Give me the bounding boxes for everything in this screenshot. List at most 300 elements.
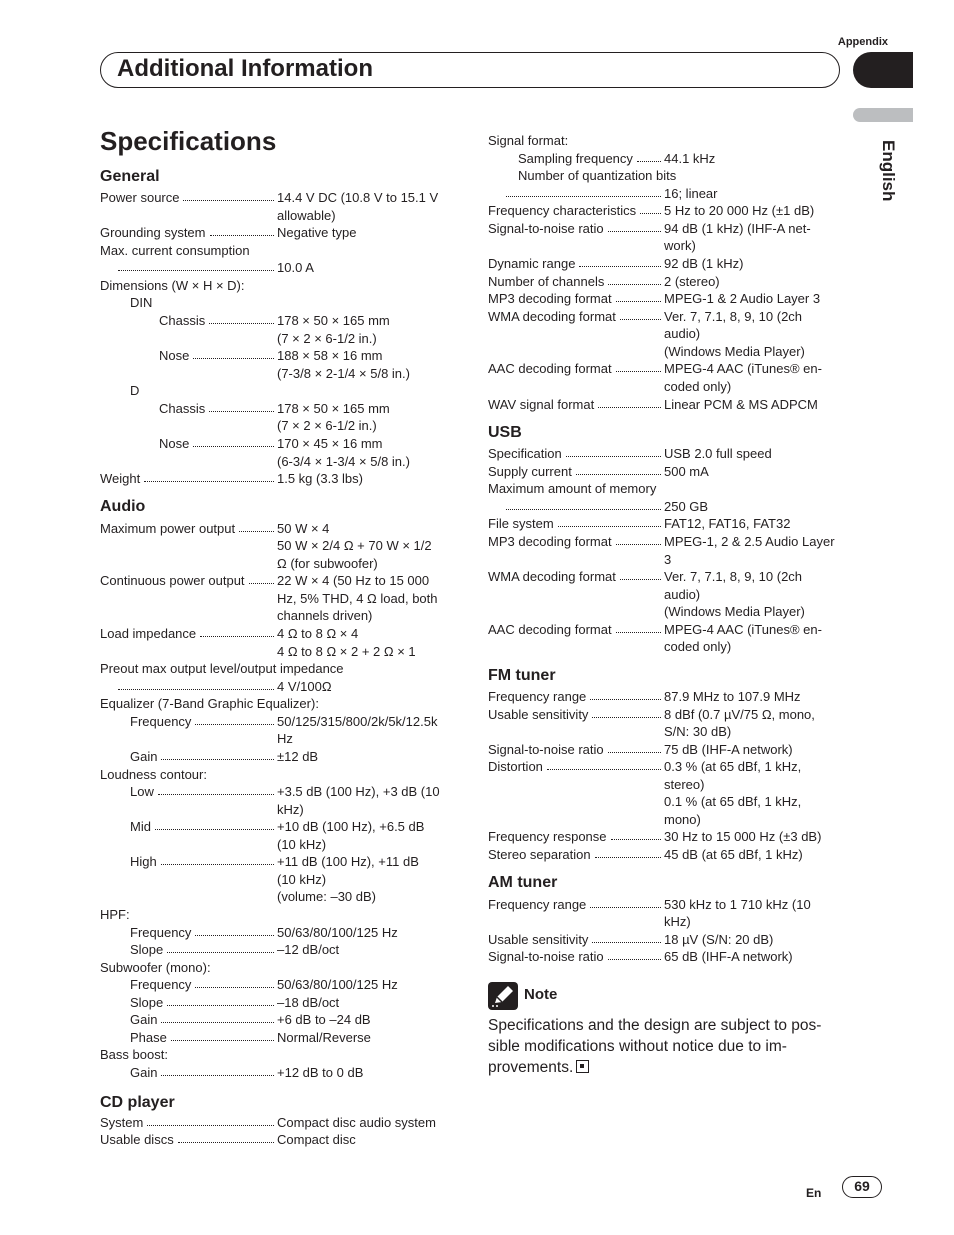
spec-value: 94 dB (1 kHz) (IHF-A net- (664, 221, 811, 236)
leader-dots (193, 446, 274, 447)
spec-row (100, 242, 457, 260)
heading-general: General (100, 168, 160, 185)
spec-label: Signal-to-noise ratio (488, 221, 604, 236)
spec-value: Compact disc audio system (277, 1115, 436, 1130)
spec-value: +3.5 dB (100 Hz), +3 dB (10 (277, 784, 440, 799)
spec-label: Loudness contour: (100, 767, 207, 782)
spec-row (100, 888, 457, 906)
leader-dots (193, 358, 274, 359)
language-tab (846, 140, 906, 200)
spec-row (100, 976, 457, 994)
spec-value: Ω (for subwoofer) (277, 556, 378, 571)
spec-value: kHz) (664, 914, 691, 929)
leader-dots (506, 196, 661, 197)
spec-row (488, 202, 844, 220)
note-pencil-icon (488, 982, 518, 1010)
spec-value: (10 kHz) (277, 837, 327, 852)
spec-value: 65 dB (IHF-A network) (664, 949, 793, 964)
spec-label: Slope (130, 942, 164, 957)
spec-row (100, 924, 457, 942)
spec-value: Compact disc (277, 1132, 356, 1147)
leader-dots (118, 270, 274, 271)
spec-value: 0.1 % (at 65 dBf, 1 kHz, (664, 794, 802, 809)
spec-label: Gain (130, 1065, 158, 1080)
spec-row (100, 590, 457, 608)
leader-dots (209, 411, 274, 412)
leader-dots (608, 959, 661, 960)
spec-label: Maximum amount of memory (488, 481, 657, 496)
spec-row (488, 913, 844, 931)
leader-dots (590, 907, 661, 908)
spec-row (100, 607, 457, 625)
leader-dots (158, 794, 274, 795)
spec-row (100, 906, 457, 924)
leader-dots (579, 266, 661, 267)
spec-label: Sampling frequency (518, 151, 633, 166)
spec-value: MPEG-4 AAC (iTunes® en- (664, 361, 822, 376)
spec-value: 0.3 % (at 65 dBf, 1 kHz, (664, 759, 802, 774)
spec-label: Subwoofer (mono): (100, 960, 211, 975)
spec-row (100, 625, 457, 643)
leader-dots (608, 752, 661, 753)
spec-row (100, 347, 457, 365)
spec-label: Number of channels (488, 274, 605, 289)
spec-label: Gain (130, 1012, 158, 1027)
spec-row (100, 555, 457, 573)
leader-dots (210, 235, 275, 236)
spec-value: (volume: –30 dB) (277, 889, 376, 904)
spec-row (100, 1131, 457, 1149)
spec-label: Specification (488, 446, 562, 461)
spec-value: Ver. 7, 7.1, 8, 9, 10 (2ch (664, 309, 803, 324)
language-tab-marker (853, 108, 913, 122)
spec-value: audio) (664, 326, 701, 341)
leader-dots (640, 213, 661, 214)
spec-value: 1.5 kg (3.3 lbs) (277, 471, 363, 486)
spec-value: 10.0 A (277, 260, 314, 275)
page-number: 69 (842, 1176, 882, 1198)
spec-value: Linear PCM & MS ADPCM (664, 397, 818, 412)
spec-row (100, 730, 457, 748)
heading-am-tuner: AM tuner (488, 874, 558, 891)
section-banner (100, 52, 840, 88)
leader-dots (167, 1005, 274, 1006)
spec-value: 50 W × 4 (277, 521, 330, 536)
heading-usb: USB (488, 424, 522, 441)
spec-label: Nose (159, 436, 190, 451)
leader-dots (608, 231, 661, 232)
spec-row (100, 224, 457, 242)
leader-dots (637, 161, 661, 162)
spec-row (100, 643, 457, 661)
spec-value: +6 dB to –24 dB (277, 1012, 371, 1027)
spec-value: –12 dB/oct (277, 942, 340, 957)
leader-dots (144, 481, 274, 482)
leader-dots (161, 1075, 274, 1076)
spec-row (488, 551, 844, 569)
spec-value: (6-3/4 × 1-3/4 × 5/8 in.) (277, 454, 410, 469)
leader-dots (118, 689, 274, 690)
spec-row (488, 360, 844, 378)
spec-row (488, 723, 844, 741)
leader-dots (178, 1142, 274, 1143)
spec-value: 3 (664, 552, 672, 567)
leader-dots (161, 864, 274, 865)
spec-row (100, 1114, 457, 1132)
spec-label: Continuous power output (100, 573, 245, 588)
spec-row (100, 994, 457, 1012)
note-body: Specifications and the design are subject to pos- sible modifications without notice due to im- provements. (488, 1017, 822, 1076)
spec-value: (7 × 2 × 6-1/2 in.) (277, 331, 377, 346)
spec-label: Supply current (488, 464, 572, 479)
spec-value: Normal/Reverse (277, 1030, 371, 1045)
spec-row (100, 959, 457, 977)
spec-row (488, 811, 844, 829)
spec-row (488, 325, 844, 343)
spec-value: –18 dB/oct (277, 995, 340, 1010)
spec-label: Signal format: (488, 133, 569, 148)
spec-row (488, 776, 844, 794)
leader-dots (608, 284, 661, 285)
spec-value: 178 × 50 × 165 mm (277, 401, 390, 416)
spec-row (100, 695, 457, 713)
spec-row (488, 308, 844, 326)
spec-value: 188 × 58 × 16 mm (277, 348, 383, 363)
spec-row (488, 167, 844, 185)
spec-label: Usable sensitivity (488, 932, 589, 947)
spec-value: work) (664, 238, 696, 253)
spec-label: Chassis (159, 401, 206, 416)
spec-value: 50/63/80/100/125 Hz (277, 977, 398, 992)
spec-label: Usable discs (100, 1132, 174, 1147)
spec-row (488, 498, 844, 516)
spec-row (100, 1046, 457, 1064)
spec-row (488, 290, 844, 308)
spec-row (488, 237, 844, 255)
spec-value: 4 V/100Ω (277, 679, 332, 694)
spec-label: Stereo separation (488, 847, 591, 862)
leader-dots (620, 319, 661, 320)
spec-row (488, 621, 844, 639)
spec-row (488, 586, 844, 604)
spec-row (488, 828, 844, 846)
spec-row (100, 453, 457, 471)
spec-value: 18 µV (S/N: 20 dB) (664, 932, 774, 947)
spec-label: Frequency characteristics (488, 203, 637, 218)
spec-value: 250 GB (664, 499, 709, 514)
leader-dots (249, 583, 274, 584)
spec-row (100, 365, 457, 383)
leader-dots (200, 636, 274, 637)
spec-label: Power source (100, 190, 180, 205)
spec-row (488, 846, 844, 864)
leader-dots (171, 1040, 274, 1041)
spec-label: MP3 decoding format (488, 534, 612, 549)
leader-dots (598, 407, 661, 408)
spec-row (100, 941, 457, 959)
note-label: Note (524, 986, 558, 1003)
spec-label: File system (488, 516, 554, 531)
page-title: Specifications (100, 126, 277, 156)
spec-value: mono) (664, 812, 701, 827)
leader-dots (616, 632, 661, 633)
leader-dots (576, 474, 661, 475)
leader-dots (592, 717, 661, 718)
spec-value: (Windows Media Player) (664, 344, 805, 359)
spec-label: Number of quantization bits (518, 168, 677, 183)
spec-label: Mid (130, 819, 151, 834)
spec-label: High (130, 854, 157, 869)
spec-row (100, 853, 457, 871)
spec-row (100, 1011, 457, 1029)
spec-row (488, 220, 844, 238)
spec-row (488, 533, 844, 551)
footer-language: En (806, 1186, 822, 1200)
spec-value: 530 kHz to 1 710 kHz (10 (664, 897, 811, 912)
spec-value: +11 dB (100 Hz), +11 dB (277, 854, 419, 869)
spec-value: 4 Ω to 8 Ω × 4 (277, 626, 359, 641)
spec-value: allowable) (277, 208, 336, 223)
spec-value: Hz, 5% THD, 4 Ω load, both (277, 591, 438, 606)
spec-row (488, 688, 844, 706)
spec-value: 16; linear (664, 186, 718, 201)
spec-label: WAV signal format (488, 397, 595, 412)
leader-dots (147, 1125, 274, 1126)
spec-value: audio) (664, 587, 701, 602)
spec-row (100, 748, 457, 766)
spec-label: Signal-to-noise ratio (488, 742, 604, 757)
spec-row (488, 343, 844, 361)
spec-label: Frequency range (488, 689, 587, 704)
spec-row (100, 537, 457, 555)
leader-dots (616, 301, 661, 302)
spec-label: Dimensions (W × H × D): (100, 278, 245, 293)
spec-row (100, 330, 457, 348)
spec-value: coded only) (664, 379, 732, 394)
spec-value: +10 dB (100 Hz), +6.5 dB (277, 819, 425, 834)
spec-value: kHz) (277, 802, 304, 817)
spec-value: MPEG-4 AAC (iTunes® en- (664, 622, 822, 637)
spec-label: AAC decoding format (488, 622, 612, 637)
spec-label: Equalizer (7-Band Graphic Equalizer): (100, 696, 319, 711)
spec-row (100, 1064, 457, 1082)
spec-value: Ver. 7, 7.1, 8, 9, 10 (2ch (664, 569, 803, 584)
spec-value: 170 × 45 × 16 mm (277, 436, 383, 451)
spec-label: WMA decoding format (488, 309, 616, 324)
spec-value: (Windows Media Player) (664, 604, 805, 619)
spec-row (488, 132, 844, 150)
spec-row (100, 660, 457, 678)
spec-row (488, 515, 844, 533)
spec-row (488, 255, 844, 273)
spec-row (100, 801, 457, 819)
spec-label: Grounding system (100, 225, 206, 240)
spec-row (100, 678, 457, 696)
spec-row (100, 207, 457, 225)
spec-row (488, 638, 844, 656)
spec-label: Distortion (488, 759, 543, 774)
section-title: Additional Information (117, 55, 373, 82)
spec-value: (10 kHz) (277, 872, 327, 887)
spec-row (488, 378, 844, 396)
spec-value: 50/63/80/100/125 Hz (277, 925, 398, 940)
spec-label: Load impedance (100, 626, 197, 641)
spec-value: +12 dB to 0 dB (277, 1065, 364, 1080)
spec-label: Signal-to-noise ratio (488, 949, 604, 964)
spec-label: Max. current consumption (100, 243, 250, 258)
spec-label: Preout max output level/output impedance (100, 661, 344, 676)
leader-dots (167, 952, 274, 953)
spec-row (100, 417, 457, 435)
spec-label: Low (130, 784, 154, 799)
heading-cd-player: CD player (100, 1094, 175, 1111)
leader-dots (239, 531, 274, 532)
spec-row (488, 445, 844, 463)
spec-row (100, 312, 457, 330)
spec-row (488, 396, 844, 414)
spec-value: FAT12, FAT16, FAT32 (664, 516, 791, 531)
heading-fm-tuner: FM tuner (488, 667, 556, 684)
spec-label: Phase (130, 1030, 167, 1045)
spec-label: Maximum power output (100, 521, 236, 536)
leader-dots (595, 857, 661, 858)
spec-value: stereo) (664, 777, 705, 792)
spec-label: D (130, 383, 140, 398)
heading-audio: Audio (100, 498, 146, 515)
leader-dots (620, 579, 661, 580)
spec-row (488, 931, 844, 949)
leader-dots (195, 724, 274, 725)
spec-row (100, 836, 457, 854)
spec-label: Frequency range (488, 897, 587, 912)
spec-label: Gain (130, 749, 158, 764)
leader-dots (566, 456, 661, 457)
spec-value: 30 Hz to 15 000 Hz (±3 dB) (664, 829, 822, 844)
spec-row (100, 766, 457, 784)
leader-dots (558, 526, 661, 527)
leader-dots (155, 829, 274, 830)
spec-row (488, 150, 844, 168)
leader-dots (547, 769, 661, 770)
spec-label: Chassis (159, 313, 206, 328)
spec-row (100, 520, 457, 538)
spec-row (100, 818, 457, 836)
leader-dots (195, 987, 274, 988)
spec-row (488, 741, 844, 759)
chapter-tab (853, 52, 913, 88)
leader-dots (183, 200, 274, 201)
spec-value: 178 × 50 × 165 mm (277, 313, 390, 328)
spec-row (488, 273, 844, 291)
spec-value: 45 dB (at 65 dBf, 1 kHz) (664, 847, 803, 862)
spec-row (100, 572, 457, 590)
spec-row (488, 896, 844, 914)
spec-value: Hz (277, 731, 293, 746)
leader-dots (161, 1022, 274, 1023)
spec-row (488, 185, 844, 203)
spec-value: 87.9 MHz to 107.9 MHz (664, 689, 801, 704)
spec-value: coded only) (664, 639, 732, 654)
spec-row (100, 277, 457, 295)
spec-row (100, 294, 457, 312)
spec-value: 75 dB (IHF-A network) (664, 742, 793, 757)
spec-row (488, 793, 844, 811)
leader-dots (506, 509, 661, 510)
spec-value: S/N: 30 dB) (664, 724, 732, 739)
spec-value: MPEG-1 & 2 Audio Layer 3 (664, 291, 821, 306)
spec-label: Frequency (130, 977, 192, 992)
spec-row (100, 470, 457, 488)
end-mark-icon (576, 1060, 589, 1073)
spec-value: channels driven) (277, 608, 373, 623)
spec-value: 50/125/315/800/2k/5k/12.5k (277, 714, 438, 729)
spec-value: MPEG-1, 2 & 2.5 Audio Layer (664, 534, 835, 549)
spec-label: Bass boost: (100, 1047, 168, 1062)
spec-label: HPF: (100, 907, 130, 922)
leader-dots (611, 839, 661, 840)
spec-row (100, 871, 457, 889)
spec-label: System (100, 1115, 144, 1130)
spec-value: 22 W × 4 (50 Hz to 15 000 (277, 573, 430, 588)
leader-dots (616, 544, 661, 545)
spec-row (488, 706, 844, 724)
spec-value: (7-3/8 × 2-1/4 × 5/8 in.) (277, 366, 410, 381)
spec-row (488, 758, 844, 776)
leader-dots (209, 323, 274, 324)
spec-value: 92 dB (1 kHz) (664, 256, 744, 271)
spec-value: ±12 dB (277, 749, 319, 764)
spec-row (100, 189, 457, 207)
spec-row (100, 1029, 457, 1047)
note-text (488, 1015, 848, 1078)
spec-value: (7 × 2 × 6-1/2 in.) (277, 418, 377, 433)
spec-row (100, 382, 457, 400)
spec-label: AAC decoding format (488, 361, 612, 376)
spec-label: Usable sensitivity (488, 707, 589, 722)
leader-dots (590, 699, 661, 700)
spec-label: MP3 decoding format (488, 291, 612, 306)
spec-label: Frequency response (488, 829, 607, 844)
spec-value: 50 W × 2/4 Ω + 70 W × 1/2 (277, 538, 432, 553)
spec-value: 500 mA (664, 464, 709, 479)
spec-value: 5 Hz to 20 000 Hz (±1 dB) (664, 203, 815, 218)
spec-row (488, 948, 844, 966)
spec-label: Frequency (130, 925, 192, 940)
spec-row (488, 603, 844, 621)
appendix-label: Appendix (837, 36, 888, 48)
leader-dots (195, 935, 274, 936)
spec-label: Frequency (130, 714, 192, 729)
spec-label: DIN (130, 295, 153, 310)
leader-dots (616, 371, 661, 372)
spec-value: USB 2.0 full speed (664, 446, 772, 461)
spec-row (488, 568, 844, 586)
spec-row (100, 713, 457, 731)
spec-row (100, 400, 457, 418)
language-tab-label: English (879, 140, 898, 202)
spec-label: Weight (100, 471, 141, 486)
spec-row (100, 259, 457, 277)
spec-value: 2 (stereo) (664, 274, 720, 289)
spec-row (488, 463, 844, 481)
spec-label: Nose (159, 348, 190, 363)
leader-dots (161, 759, 274, 760)
spec-row (100, 783, 457, 801)
spec-label: WMA decoding format (488, 569, 616, 584)
spec-row (100, 435, 457, 453)
spec-value: Negative type (277, 225, 357, 240)
spec-value: 14.4 V DC (10.8 V to 15.1 V (277, 190, 439, 205)
